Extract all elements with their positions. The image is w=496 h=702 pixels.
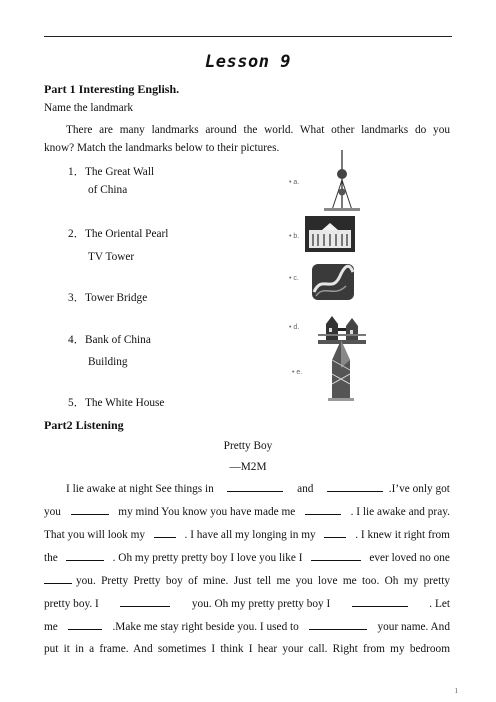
list-item: 3．Tower Bridge [68, 292, 148, 304]
lyrics-paragraph [44, 481, 450, 665]
list-item: 5．The White House [68, 397, 165, 409]
part1-subheading: Name the landmark [44, 102, 134, 114]
answer-blank[interactable] [68, 619, 102, 630]
part2-heading: Part2 Listening [44, 418, 124, 432]
page-number: 1 [454, 687, 458, 695]
picture-label: • e. [292, 369, 303, 376]
lyric-line: you my mind You know you have made me . I lie awake and pray. [44, 506, 450, 518]
tv-tower-icon [322, 150, 362, 212]
answer-blank[interactable] [309, 619, 367, 630]
answer-blank[interactable] [71, 504, 109, 515]
answer-blank[interactable] [154, 527, 176, 538]
picture-label: • d. [289, 324, 300, 331]
lyric-line: That you will look my . I have all my longing in my . I knew it right from [44, 529, 450, 541]
picture-label: • b. [289, 233, 300, 240]
page-title: Lesson 9 [205, 52, 291, 72]
intro-line-2: know? Match the landmarks below to their pictures. [44, 142, 280, 154]
great-wall-icon [312, 264, 354, 300]
picture-label: • c. [289, 275, 299, 282]
bank-of-china-building-icon [328, 340, 354, 402]
lyric-line: the . Oh my pretty pretty boy I love you like I ever loved no one [44, 552, 450, 564]
answer-blank[interactable] [66, 550, 104, 561]
song-title: Pretty Boy [223, 440, 273, 452]
lyric-line: pretty boy. I you. Oh my pretty pretty boy I . Let [44, 598, 450, 610]
intro-line-1: There are many landmarks around the world. What other landmarks do you [66, 124, 450, 136]
lyric-line: put it in a frame. And sometimes I think I hear your call. Right from my bedroom [44, 643, 450, 655]
header-rule [44, 36, 452, 37]
answer-blank[interactable] [352, 596, 408, 607]
lyric-line: you. Pretty Pretty boy of mine. Just tell me you love me too. Oh my pretty [44, 573, 450, 596]
song-artist: —M2M [229, 461, 267, 473]
answer-blank[interactable] [311, 550, 361, 561]
part1-heading: Part 1 Interesting English. [44, 82, 180, 96]
list-item: 2．The Oriental Pearl [68, 228, 169, 240]
answer-blank[interactable] [44, 573, 72, 584]
list-item-continuation: Building [88, 356, 128, 368]
white-house-icon [305, 216, 355, 252]
answer-blank[interactable] [305, 504, 341, 515]
picture-label: • a. [289, 179, 300, 186]
answer-blank[interactable] [324, 527, 346, 538]
lyric-line: I lie awake at night See things in and .I’ve only got [66, 483, 450, 495]
list-item-continuation: TV Tower [88, 251, 135, 263]
list-item: 1．The Great Wall [68, 166, 155, 178]
lyric-line: me .Make me stay right beside you. I used to your name. And [44, 621, 450, 633]
list-item: 4．Bank of China [68, 334, 151, 346]
list-item-continuation: of China [88, 184, 128, 196]
answer-blank[interactable] [227, 481, 283, 492]
answer-blank[interactable] [327, 481, 383, 492]
answer-blank[interactable] [120, 596, 170, 607]
